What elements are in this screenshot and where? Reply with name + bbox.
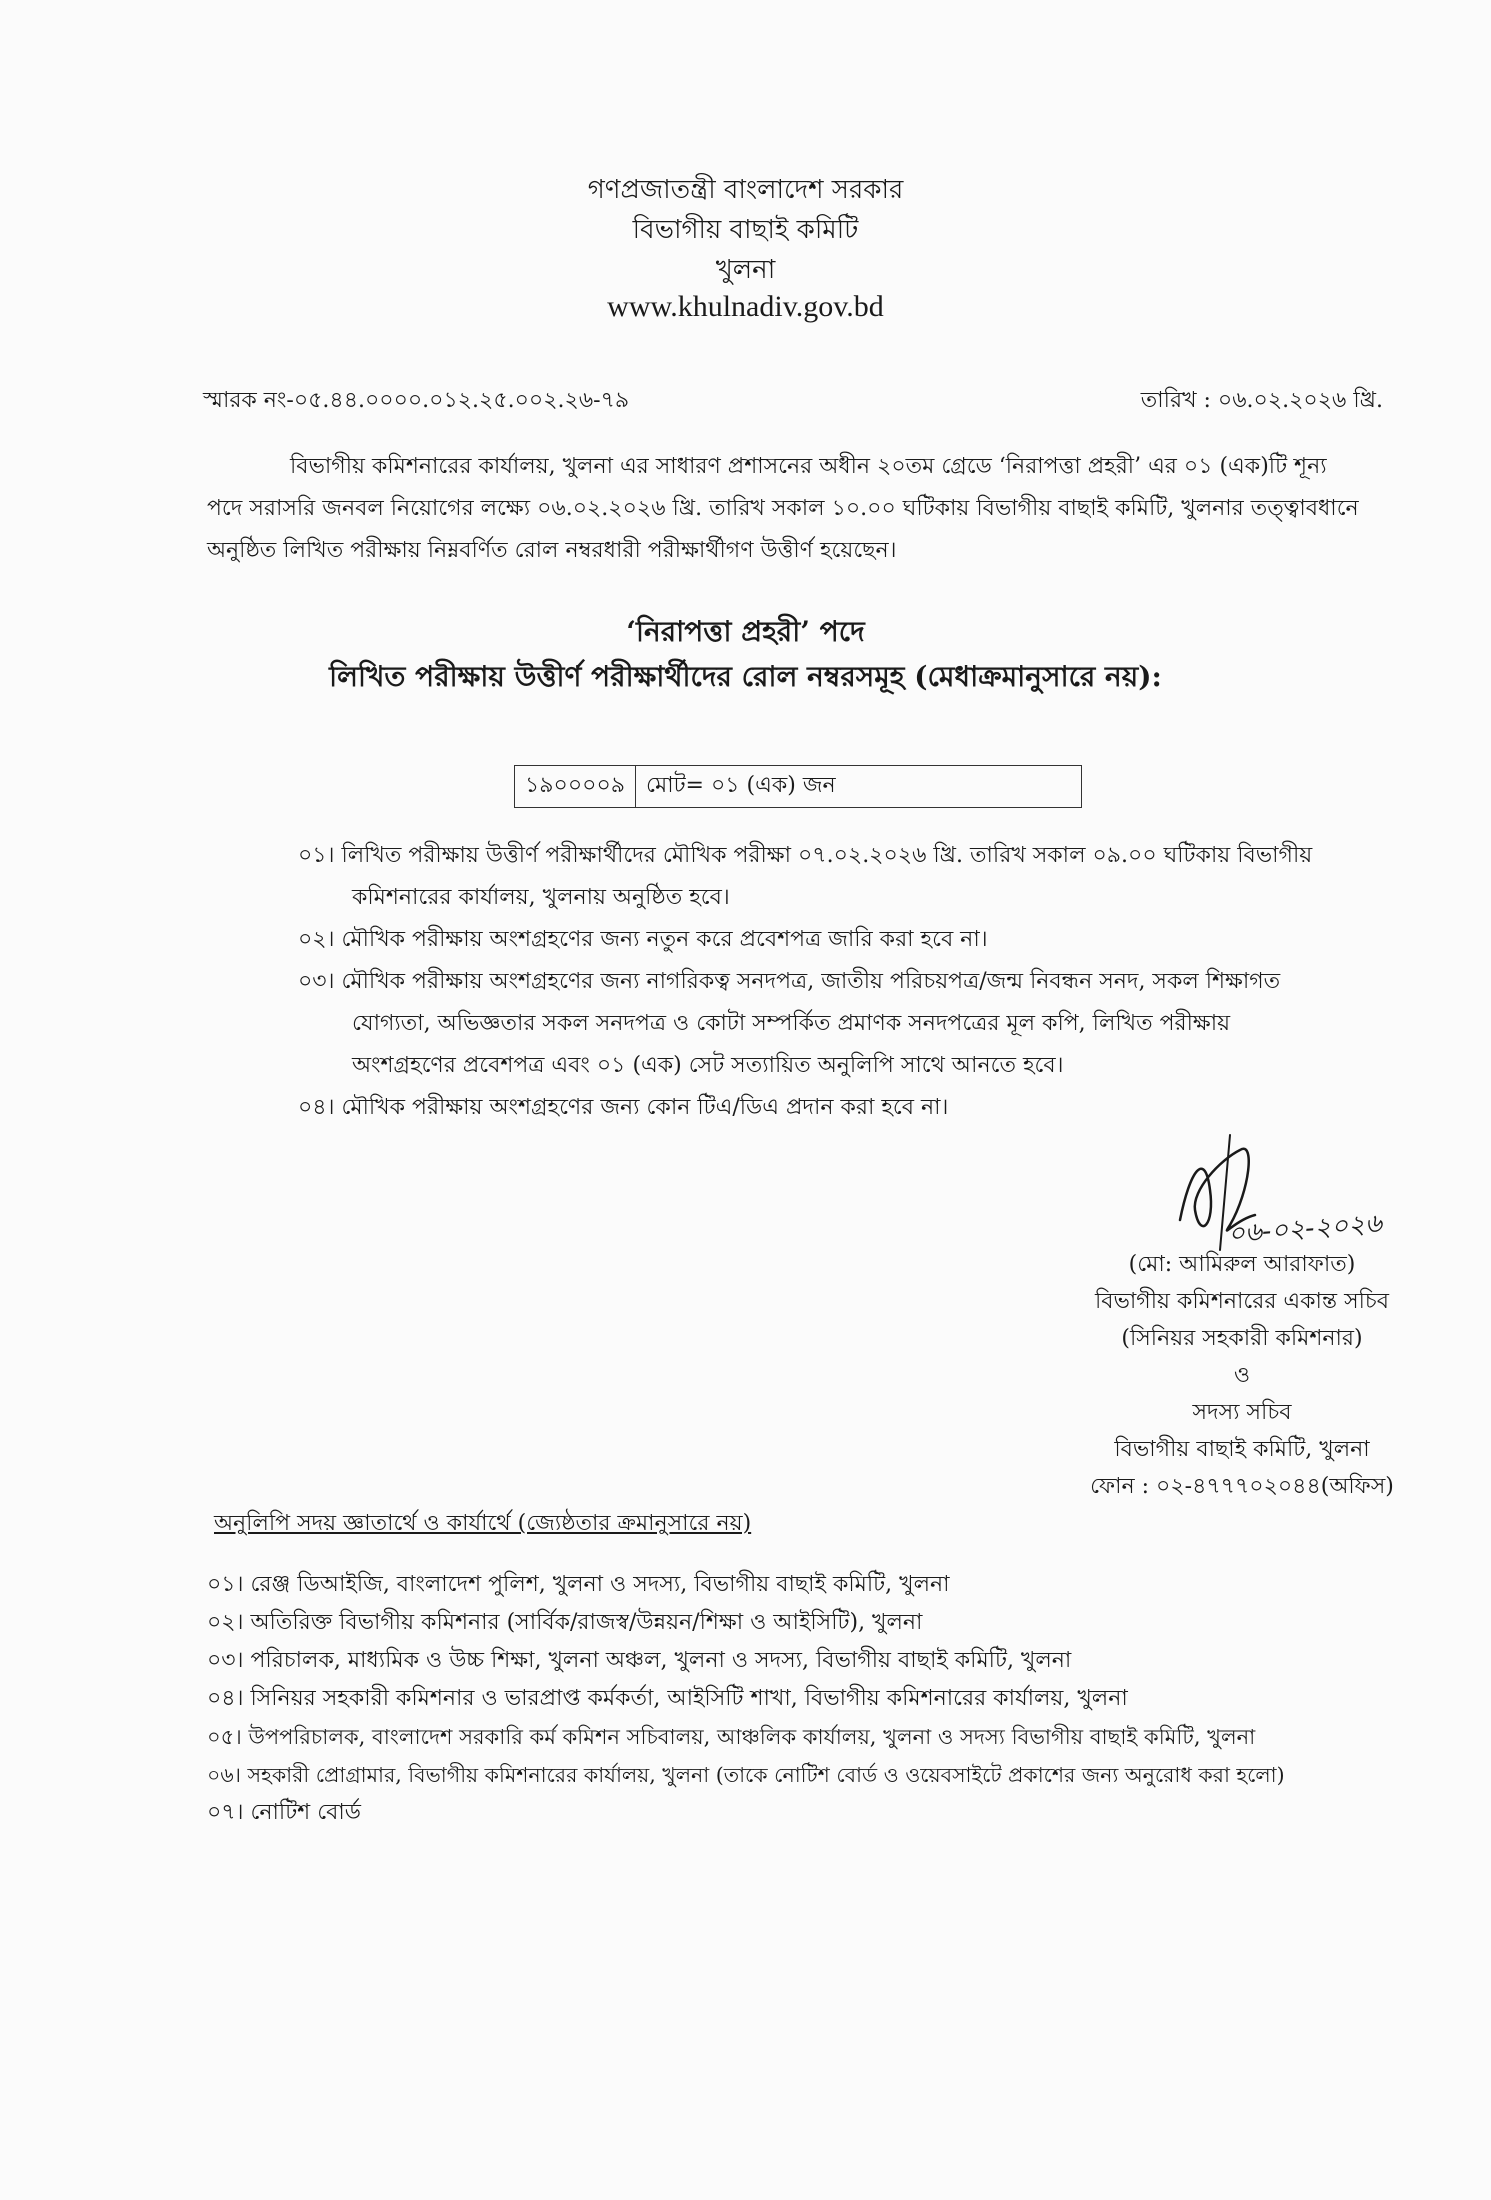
instruction-number: ০২। [298, 927, 335, 952]
signatory-phone: ফোন : ০২-৪৭৭৭০২০৪৪(অফিস) [1090, 1474, 1394, 1499]
post-heading: ‘নিরাপত্তা প্রহরী’ পদে [626, 615, 865, 648]
intro-line-3: অনুষ্ঠিত লিখিত পরীক্ষায় নিম্নবর্ণিত রোল নম্বরধারী পরীক্ষার্থীগণ উত্তীর্ণ হয়েছেন। [207, 538, 897, 563]
table-row [515, 766, 1082, 808]
list-item: ০৫। উপপরিচালক, বাংলাদেশ সরকারি কর্ম কমিশন সচিবালয়, আঞ্চলিক কার্যালয়, খুলনা ও সদস্য বিভাগীয় বাছাই কমিটি, খুলনা [207, 1725, 1256, 1749]
instruction-text: মৌখিক পরীক্ষায় অংশগ্রহণের জন্য কোন টিএ/ডিএ প্রদান করা হবে না। [341, 1095, 949, 1120]
instruction-number: ০১। [298, 843, 335, 868]
instruction-4 [298, 1087, 948, 1129]
list-item: ০৭। নোটিশ বোর্ড [207, 1800, 361, 1825]
instruction-text: মৌখিক পরীক্ষায় অংশগ্রহণের জন্য নতুন করে প্রবেশপত্র জারি করা হবে না। [341, 927, 988, 952]
signatory-name: (মো: আমিরুল আরাফাত) [1128, 1252, 1356, 1277]
signatory-rank: (সিনিয়র সহকারী কমিশনার) [1121, 1326, 1363, 1351]
instruction-number: ০৩। [298, 969, 335, 994]
memo-date: তারিখ : ০৬.০২.২০২৬ খ্রি. [1140, 388, 1383, 413]
list-item: ০২। অতিরিক্ত বিভাগীয় কমিশনার (সার্বিক/রাজস্ব/উন্নয়ন/শিক্ষা ও আইসিটি), খুলনা [207, 1610, 923, 1635]
cc-list [207, 1566, 1285, 1832]
signatory-and: ও [1233, 1363, 1251, 1388]
list-item: ০১। রেঞ্জ ডিআইজি, বাংলাদেশ পুলিশ, খুলনা ও সদস্য, বিভাগীয় বাছাই কমিটি, খুলনা [207, 1572, 950, 1597]
roll-number-cell: ১৯০০০০৯ [515, 766, 636, 808]
signatory-role: সদস্য সচিব [1192, 1400, 1292, 1425]
signature-date: ০৬-০২-২০২৬ [1227, 1208, 1383, 1250]
instruction-text: মৌখিক পরীক্ষায় অংশগ্রহণের জন্য নাগরিকত্ব সনদপত্র, জাতীয় পরিচয়পত্র/জন্ম নিবন্ধন সনদ, সকল শিক্ষাগত [341, 969, 1281, 994]
memo-reference: স্মারক নং-০৫.৪৪.০০০০.০১২.২৫.০০২.২৬-৭৯ [203, 388, 630, 413]
instruction-3 [298, 961, 1280, 1003]
roll-number-table [514, 765, 1082, 808]
header-city: খুলনা [715, 255, 776, 285]
intro-line-1: বিভাগীয় কমিশনারের কার্যালয়, খুলনা এর সাধারণ প্রশাসনের অধীন ২০তম গ্রেডে ‘নিরাপত্তা প্রহরী’ এর ০১ (এক)টি শূন্য [290, 454, 1327, 479]
signatory-committee: বিভাগীয় বাছাই কমিটি, খুলনা [1114, 1437, 1370, 1462]
instruction-3-continued-1: যোগ্যতা, অভিজ্ঞতার সকল সনদপত্র ও কোটা সম্পর্কিত প্রমাণক সনদপত্রের মূল কপি, লিখিত পরীক্ষায় [352, 1011, 1231, 1036]
instruction-1-continued: কমিশনারের কার্যালয়, খুলনায় অনুষ্ঠিত হবে। [352, 885, 730, 910]
cc-heading: অনুলিপি সদয় জ্ঞাতার্থে ও কার্যার্থে (জ্যেষ্ঠতার ক্রমানুসারে নয়) [214, 1511, 752, 1536]
signature-block [1032, 1246, 1452, 1505]
result-heading: লিখিত পরীক্ষায় উত্তীর্ণ পরীক্ষার্থীদের রোল নম্বরসমূহ (মেধাক্রমানুসারে নয়): [329, 660, 1162, 693]
instruction-3-continued-2: অংশগ্রহণের প্রবেশপত্র এবং ০১ (এক) সেট সত্যায়িত অনুলিপি সাথে আনতে হবে। [352, 1053, 1064, 1078]
total-count-cell: মোট= ০১ (এক) জন [636, 766, 1082, 808]
header-govt: গণপ্রজাতন্ত্রী বাংলাদেশ সরকার [587, 175, 904, 205]
header-website: www.khulnadiv.gov.bd [607, 290, 884, 323]
instruction-text: লিখিত পরীক্ষায় উত্তীর্ণ পরীক্ষার্থীদের মৌখিক পরীক্ষা ০৭.০২.২০২৬ খ্রি. তারিখ সকাল ০৯.০০ ঘটিকায় বিভাগীয় [341, 843, 1313, 868]
instruction-2 [298, 919, 988, 961]
signatory-designation: বিভাগীয় কমিশনারের একান্ত সচিব [1094, 1289, 1390, 1314]
list-item: ০৩। পরিচালক, মাধ্যমিক ও উচ্চ শিক্ষা, খুলনা অঞ্চল, খুলনা ও সদস্য, বিভাগীয় বাছাই কমিটি, খুলনা [207, 1648, 1072, 1673]
list-item: ০৪। সিনিয়র সহকারী কমিশনার ও ভারপ্রাপ্ত কর্মকর্তা, আইসিটি শাখা, বিভাগীয় কমিশনারের কার্যালয়, খুলনা [207, 1686, 1128, 1711]
intro-line-2: পদে সরাসরি জনবল নিয়োগের লক্ষ্যে ০৬.০২.২০২৬ খ্রি. তারিখ সকাল ১০.০০ ঘটিকায় বিভাগীয় বাছাই কমিটি, খুলনার তত্ত্বাবধানে [207, 496, 1359, 521]
instruction-number: ০৪। [298, 1095, 335, 1120]
header-committee: বিভাগীয় বাছাই কমিটি [632, 215, 859, 245]
instruction-1 [298, 835, 1312, 877]
list-item: ০৬। সহকারী প্রোগ্রামার, বিভাগীয় কমিশনারের কার্যালয়, খুলনা (তাকে নোটিশ বোর্ড ও ওয়েবসাইটে প্রকাশের জন্য অনুরোধ করা হলো) [207, 1763, 1285, 1787]
